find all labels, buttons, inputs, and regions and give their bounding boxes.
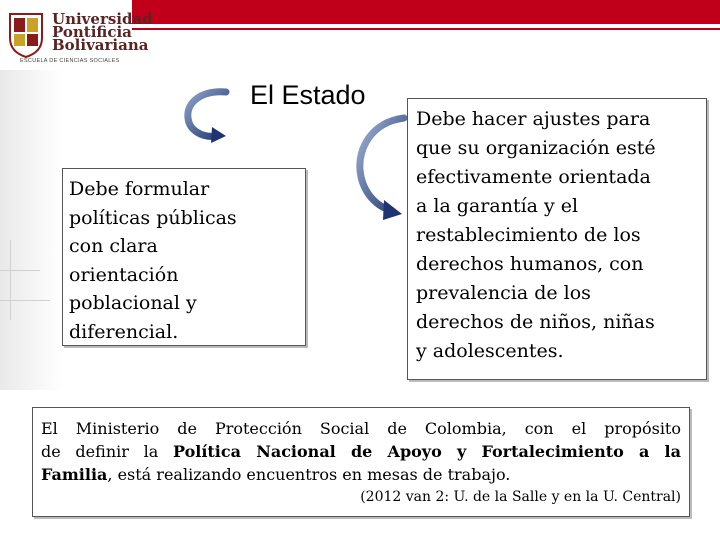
curved-arrow-icon — [180, 86, 240, 144]
citation: (2012 van 2: U. de la Salle y en la U. Central) — [360, 489, 681, 505]
note-line: El Ministerio de Protección Social de Colombia, con el propósito — [41, 419, 681, 438]
logo-line: Bolivariana — [52, 36, 149, 54]
policy-name-text: Política Nacional de Apoyo y Fortalecimiento a la — [172, 442, 681, 461]
note-line — [41, 440, 681, 463]
university-logo-text — [52, 10, 153, 54]
logo-line: Universidad — [52, 10, 153, 28]
note-text: de definir la — [41, 442, 173, 461]
background-gridline — [0, 270, 40, 271]
ministry-note-box — [32, 407, 690, 517]
policy-name-text: Familia — [41, 465, 108, 484]
note-text: , está realizando encuentros en mesas de trabajo. — [107, 465, 511, 484]
organization-adjustment-box: Debe hacer ajustes para que su organización esté efectivamente orientada a la garantía y el restablecimiento de los derechos humanos, con prevalencia de los derechos de niños, niñas y adolescentes. — [407, 98, 707, 380]
university-shield-icon — [8, 12, 44, 58]
logo-line: Pontificia — [52, 23, 132, 41]
slide-title: El Estado — [250, 80, 366, 110]
policy-formulation-box: Debe formular políticas públicas con clara orientación poblacional y diferencial. — [62, 168, 306, 346]
background-shade — [0, 70, 62, 390]
header-red-line — [132, 28, 720, 30]
background-gridline — [0, 300, 50, 301]
logo-subtitle: ESCUELA DE CIENCIAS SOCIALES — [20, 58, 120, 64]
header-red-bar — [132, 0, 720, 24]
background-gridline — [10, 240, 11, 320]
note-line — [41, 463, 681, 486]
